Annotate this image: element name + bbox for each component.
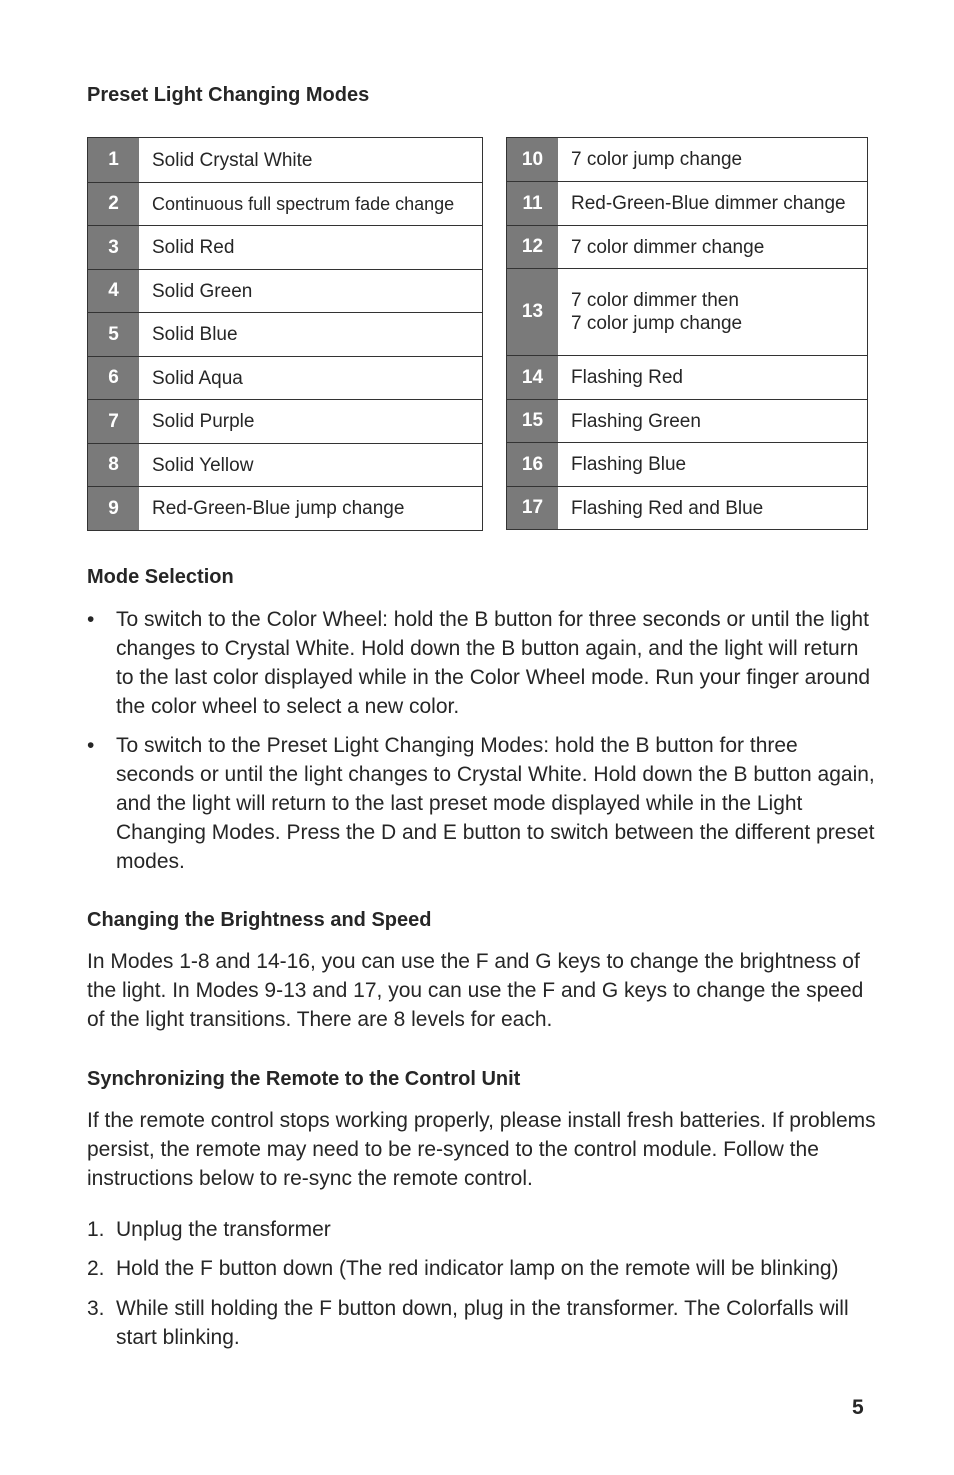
bullet-marker: •	[87, 608, 95, 631]
list-item	[87, 1294, 877, 1352]
bullet-text: To switch to the Preset Light Changing Modes: hold the B button for three seconds or until the light changes to Crystal White. Hold down the B button again, and the light will return to the last preset mode displayed while in the Light Changing Modes. Press the D and E button to switch between the different preset modes.	[116, 734, 875, 873]
modes-table-left	[87, 137, 483, 531]
mode-label: Solid Red	[152, 237, 235, 258]
mode-label: Flashing Blue	[571, 454, 687, 475]
table-row	[88, 182, 482, 225]
mode-label: Solid Blue	[152, 324, 238, 345]
step-number: 2.	[87, 1257, 105, 1280]
mode-label: Red-Green-Blue jump change	[152, 498, 405, 519]
mode-label: Solid Aqua	[152, 367, 243, 389]
list-item	[87, 605, 877, 721]
mode-number: 4	[88, 270, 139, 312]
mode-label: Solid Crystal White	[152, 149, 313, 171]
list-item	[87, 731, 877, 876]
sync-intro-paragraph: If the remote control stops working properly, please install fresh batteries. If problems persist, the remote may need to be re-synced to the control module. Follow the instructions below to re-sync the remote control.	[87, 1109, 876, 1190]
list-item	[87, 1215, 877, 1244]
modes-table-right	[506, 137, 868, 530]
bullet-text: To switch to the Color Wheel: hold the B button for three seconds or until the light changes to Crystal White. Hold down the B button again, and the light will return to the last color displayed while in the Color Wheel mode. Run your finger around the color wheel to select a new color.	[116, 608, 871, 718]
bullet-marker: •	[87, 734, 95, 757]
mode-label: Red-Green-Blue dimmer change	[571, 193, 846, 214]
table-row	[507, 486, 867, 529]
section-title-mode-selection: Mode Selection	[87, 566, 234, 588]
step-text: Hold the F button down (The red indicator lamp on the remote will be blinking)	[116, 1257, 839, 1280]
table-row	[88, 486, 482, 530]
step-text: Unplug the transformer	[116, 1218, 331, 1241]
table-row	[88, 312, 482, 356]
mode-label: Solid Purple	[152, 411, 255, 432]
brightness-paragraph: In Modes 1-8 and 14-16, you can use the F and G keys to change the brightness of the light. In Modes 9-13 and 17, you can use the F and G keys to change the speed of the light transitions. There are 8 levels for each.	[87, 950, 864, 1031]
step-number: 3.	[87, 1297, 105, 1320]
step-number: 1.	[87, 1218, 105, 1241]
table-row	[507, 181, 867, 225]
mode-number: 7	[88, 400, 139, 443]
step-text: While still holding the F button down, plug in the transformer. The Colorfalls will start blinking.	[116, 1297, 849, 1349]
table-row	[507, 268, 867, 355]
mode-number: 1	[88, 138, 139, 182]
mode-label: 7 color dimmer then 7 color jump change	[571, 290, 743, 334]
mode-number: 11	[507, 182, 558, 225]
mode-number: 6	[88, 357, 139, 399]
mode-label: 7 color jump change	[571, 149, 743, 170]
mode-number: 9	[88, 487, 139, 530]
table-row	[88, 443, 482, 486]
mode-label: Solid Green	[152, 280, 253, 302]
mode-number: 3	[88, 226, 139, 269]
table-row	[507, 225, 867, 268]
mode-number: 12	[507, 226, 558, 268]
mode-number: 15	[507, 400, 558, 442]
mode-number: 16	[507, 443, 558, 486]
mode-label: Flashing Green	[571, 410, 701, 432]
table-row	[88, 399, 482, 443]
mode-number: 2	[88, 183, 139, 225]
mode-number: 14	[507, 356, 558, 399]
table-row	[507, 138, 867, 181]
list-item	[87, 1254, 877, 1283]
mode-label: Continuous full spectrum fade change	[152, 193, 455, 214]
mode-number: 8	[88, 444, 139, 486]
mode-number: 13	[507, 269, 558, 355]
mode-number: 10	[507, 138, 558, 181]
mode-label: Flashing Red	[571, 367, 683, 388]
table-row	[88, 356, 482, 399]
mode-number: 5	[88, 313, 139, 356]
table-row	[507, 399, 867, 442]
page-number: 5	[852, 1396, 864, 1419]
table-row	[88, 225, 482, 269]
table-row	[507, 442, 867, 486]
table-row	[88, 269, 482, 312]
section-title-preset-modes: Preset Light Changing Modes	[87, 84, 370, 106]
mode-number: 17	[507, 487, 558, 529]
table-row	[88, 138, 482, 182]
table-row	[507, 355, 867, 399]
section-title-brightness: Changing the Brightness and Speed	[87, 909, 432, 931]
mode-label: Solid Yellow	[152, 454, 254, 476]
mode-label: 7 color dimmer change	[571, 236, 765, 258]
section-title-sync: Synchronizing the Remote to the Control Unit	[87, 1068, 521, 1090]
mode-label: Flashing Red and Blue	[571, 497, 764, 519]
